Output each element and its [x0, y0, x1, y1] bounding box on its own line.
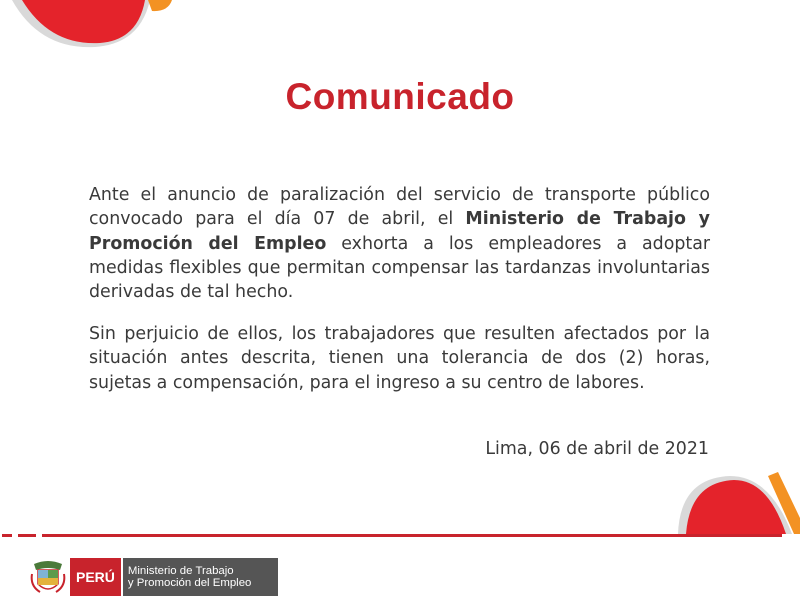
ministry-logo [30, 557, 278, 597]
paragraph-2: Sin perjuicio de ellos, los trabajadores que resulten afectados por la situación antes descrita, tienen una tolerancia de dos (2) horas, sujetas a compensación, para el ingreso a su centro de labores. [89, 324, 710, 393]
peru-label: PERÚ [70, 558, 121, 596]
paragraph-1-text-start: Ante el anuncio de paralización del servicio de transporte público convocado para el día 07 de abril, el [89, 185, 710, 230]
coat-of-arms-icon [30, 558, 66, 596]
footer-divider [0, 534, 800, 538]
paragraph-1-text-end: exhorta a los empleadores a adoptar medidas flexibles que permitan compensar las tardanzas involuntarias derivadas de tal hecho. [89, 233, 711, 303]
bottom-right-decoration [670, 468, 800, 538]
ministry-label [123, 558, 278, 596]
top-left-decoration [0, 0, 180, 55]
page-title: Comunicado [285, 76, 515, 117]
signoff-date: Lima, 06 de abril de 2021 [485, 439, 709, 459]
ministry-label-line1: Ministerio de Trabajo [127, 565, 234, 577]
ministry-label-line2: y Promoción del Empleo [127, 577, 252, 589]
ministry-name-bold: Ministerio de Trabajo y Promoción del Empleo [89, 209, 710, 254]
paragraph-1 [89, 183, 710, 304]
